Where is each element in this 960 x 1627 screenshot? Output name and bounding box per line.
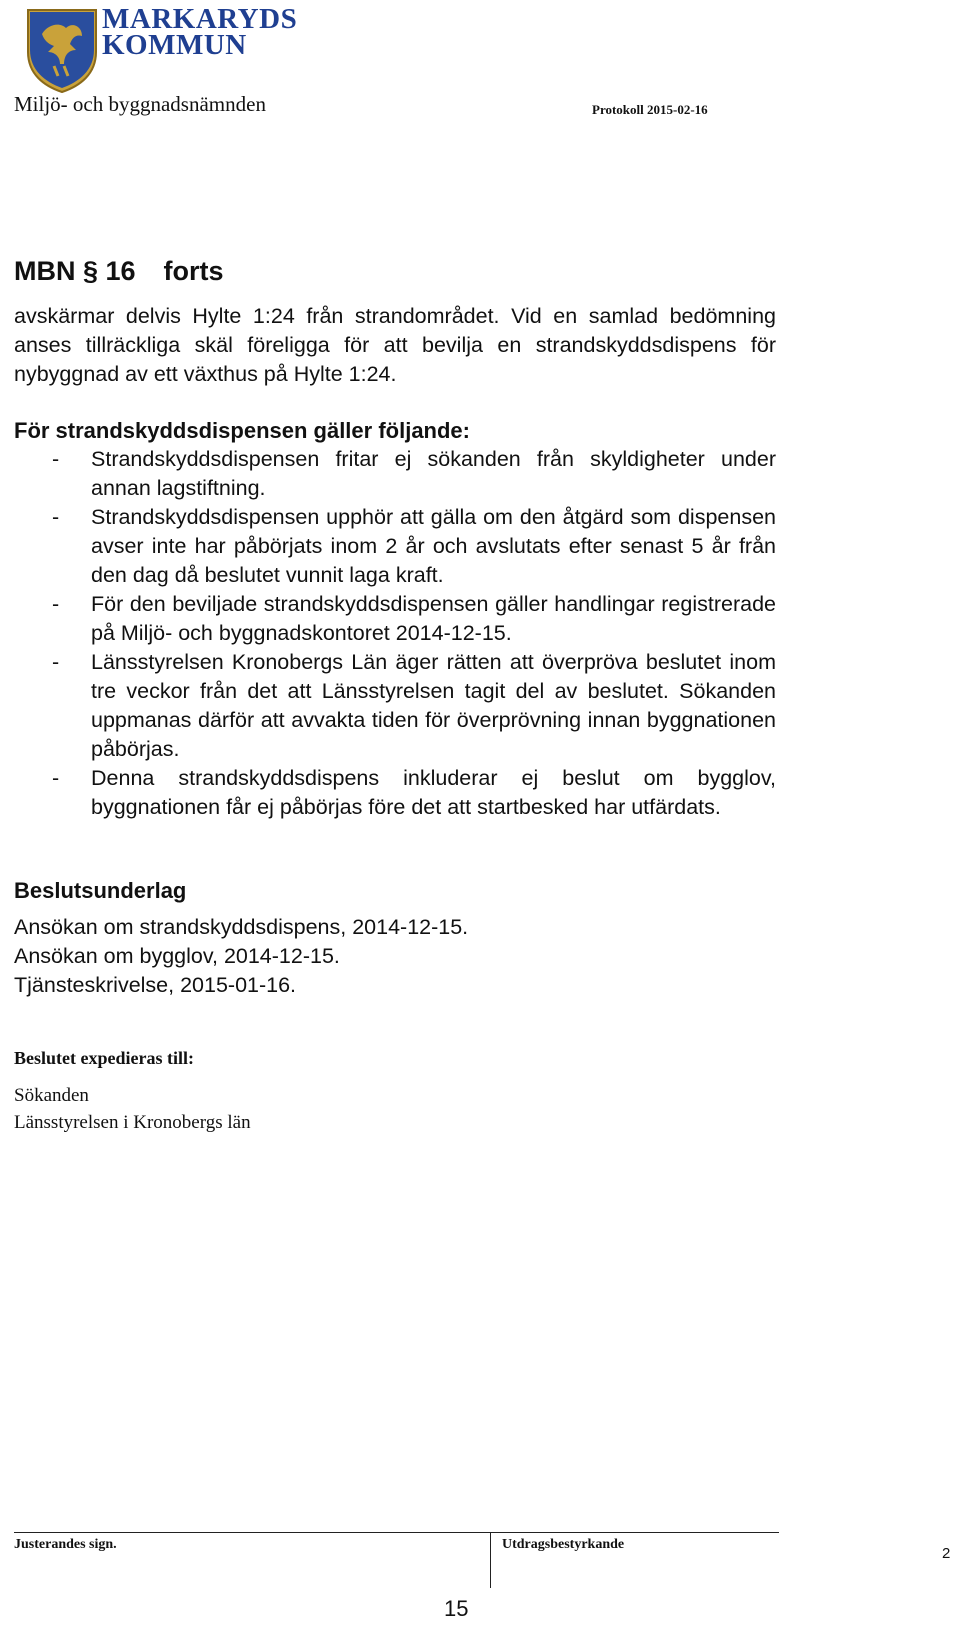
beslutsunderlag-heading: Beslutsunderlag <box>14 878 187 903</box>
condition-text: Strandskyddsdispensen upphör att gälla om den åtgärd som dispensen avser inte har påbörjats inom 2 år och avslutats efter senast 5 år från den dag då beslutet vunnit laga kraft. <box>91 505 776 587</box>
footer-divider-line <box>14 1532 779 1533</box>
section-number: MBN § 16 <box>14 256 136 286</box>
condition-item: - För den beviljade strandskyddsdispensen gäller handlingar registrerade på Miljö- och byggnadskontoret 2014-12-15. <box>52 592 776 645</box>
condition-item: - Strandskyddsdispensen upphör att gälla om den åtgärd som dispensen avser inte har påbörjats inom 2 år och avslutats efter senast 5 år från den dag då beslutet vunnit laga kraft. <box>52 505 776 587</box>
condition-text: Denna strandskyddsdispens inkluderar ej beslut om bygglov, byggnationen får ej påbörjas före det att startbesked har utfärdats. <box>91 766 776 819</box>
expedieras-list <box>14 1082 251 1136</box>
condition-text: Länsstyrelsen Kronobergs Län äger rätten att överpröva beslutet inom tre veckor från det att Länsstyrelsen tagit del av beslutet. Sökanden uppmanas därför att avvakta tiden för överprövning innan byggnationen påbörjas. <box>91 650 776 761</box>
condition-item: - Strandskyddsdispensen fritar ej sökanden från skyldigheter under annan lagstiftning. <box>52 447 776 500</box>
conditions-heading: För strandskyddsdispensen gäller följande: <box>14 418 470 443</box>
utdragsbestyrkande-label: Utdragsbestyrkande <box>502 1537 625 1552</box>
beslutsunderlag-list <box>14 913 468 1000</box>
logo-line-2: KOMMUN <box>102 29 247 61</box>
section-continuation: forts <box>163 256 224 286</box>
underlag-item: Tjänsteskrivelse, 2015-01-16. <box>14 973 297 997</box>
footer-vertical-divider <box>490 1532 491 1588</box>
page-stamp-number: 15 <box>444 1596 469 1621</box>
municipality-logo <box>24 3 324 96</box>
expedieras-heading: Beslutet expedieras till: <box>14 1048 194 1068</box>
page-number: 2 <box>942 1545 951 1562</box>
protocol-date: Protokoll 2015-02-16 <box>592 102 708 117</box>
underlag-item: Ansökan om strandskyddsdispens, 2014-12-15. <box>14 915 469 939</box>
recipient-item: Sökanden <box>14 1085 89 1106</box>
intro-paragraph: avskärmar delvis Hylte 1:24 från strandområdet. Vid en samlad bedömning anses tillräckliga skäl föreligga för att bevilja en strandskyddsdispens för nybyggnad av ett växthus på Hylte 1:24. <box>14 304 776 386</box>
justerandes-sign-label: Justerandes sign. <box>14 1537 117 1552</box>
logo-text <box>102 3 298 61</box>
section-title <box>14 256 224 287</box>
coat-of-arms-icon <box>24 6 100 94</box>
condition-text: För den beviljade strandskyddsdispensen gäller handlingar registrerade på Miljö- och byggnadskontoret 2014-12-15. <box>91 592 776 645</box>
condition-item: - Länsstyrelsen Kronobergs Län äger rätten att överpröva beslutet inom tre veckor från det att Länsstyrelsen tagit del av beslutet. Sökanden uppmanas därför att avvakta tiden för överprövning innan byggnationen påbörjas. <box>52 650 776 761</box>
logo-line-1: MARKARYDS <box>102 3 298 35</box>
recipient-item: Länsstyrelsen i Kronobergs län <box>14 1112 251 1133</box>
department-name: Miljö- och byggnadsnämnden <box>14 92 266 116</box>
condition-item: - Denna strandskyddsdispens inkluderar ej beslut om bygglov, byggnationen får ej påbörjas före det att startbesked har utfärdats. <box>52 766 776 819</box>
underlag-item: Ansökan om bygglov, 2014-12-15. <box>14 944 340 968</box>
condition-text: Strandskyddsdispensen fritar ej sökanden från skyldigheter under annan lagstiftning. <box>91 447 776 500</box>
conditions-list <box>14 445 776 822</box>
